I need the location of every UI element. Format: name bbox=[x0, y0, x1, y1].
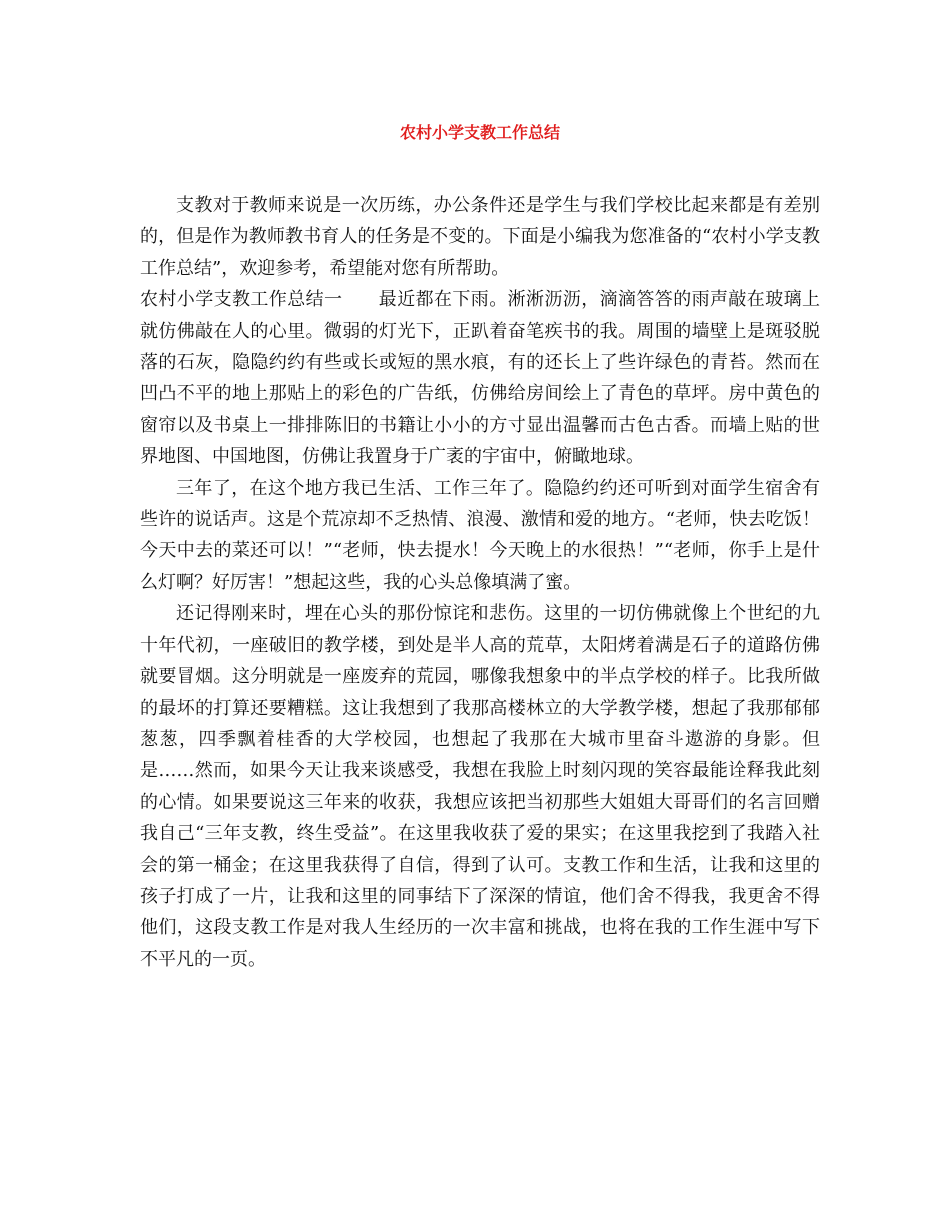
section-one-paragraph bbox=[140, 284, 820, 472]
document-body bbox=[140, 190, 820, 975]
paragraph-1-text: 最近都在下雨。淅淅沥沥，滴滴答答的雨声敲在玻璃上就仿佛敲在人的心里。微弱的灯光下，正趴着奋笔疾书的我。周围的墙壁上是斑驳脱落的石灰，隐隐约约有些或长或短的黑水痕，有的还长上了些许绿色的青苔。然而在凹凸不平的地上那贴上的彩色的广告纸，仿佛给房间绘上了青色的草坪。房中黄色的窗帘以及书桌上一排排陈旧的书籍让小小的方寸显出温馨而古色古香。而墙上贴的世界地图、中国地图，仿佛让我置身于广袤的宇宙中，俯瞰地球。 bbox=[140, 289, 821, 468]
section-label: 农村小学支教工作总结一 bbox=[140, 289, 343, 311]
paragraph-3: 还记得刚来时，埋在心头的那份惊诧和悲伤。这里的一切仿佛就像上个世纪的九十年代初，一座破旧的教学楼，到处是半人高的荒草，太阳烤着满是石子的道路仿佛就要冒烟。这分明就是一座废弃的荒园，哪像我想象中的半点学校的样子。比我所做的最坏的打算还要糟糕。这让我想到了我那高楼林立的大学教学楼，想起了我那郁郁葱葱，四季飘着桂香的大学校园，也想起了我那在大城市里奋斗遨游的身影。但是……然而，如果今天让我来谈感受，我想在我脸上时刻闪现的笑容最能诠释我此刻的心情。如果要说这三年来的收获，我想应该把当初那些大姐姐大哥哥们的名言回赠我自己“三年支教，终生受益”。在这里我收获了爱的果实；在这里我挖到了我踏入社会的第一桶金；在这里我获得了自信，得到了认可。支教工作和生活，让我和这里的孩子打成了一片，让我和这里的同事结下了深深的情谊，他们舍不得我，我更舍不得他们，这段支教工作是对我人生经历的一次丰富和挑战，也将在我的工作生涯中写下不平凡的一页。 bbox=[140, 603, 820, 970]
document-page bbox=[140, 0, 820, 1230]
intro-paragraph: 支教对于教师来说是一次历练，办公条件还是学生与我们学校比起来都是有差别的，但是作为教师教书育人的任务是不变的。下面是小编我为您准备的“农村小学支教工作总结”，欢迎参考，希望能对您有所帮助。 bbox=[140, 195, 820, 279]
paragraph-2: 三年了，在这个地方我已生活、工作三年了。隐隐约约还可听到对面学生宿舍有些许的说话声。这是个荒凉却不乏热情、浪漫、激情和爱的地方。“老师，快去吃饭！今天中去的菜还可以！”“老师，快去提水！今天晚上的水很热！”“老师，你手上是什么灯啊？好厉害！”想起这些，我的心头总像填满了蜜。 bbox=[140, 477, 820, 593]
document-title: 农村小学支教工作总结 bbox=[399, 123, 560, 142]
